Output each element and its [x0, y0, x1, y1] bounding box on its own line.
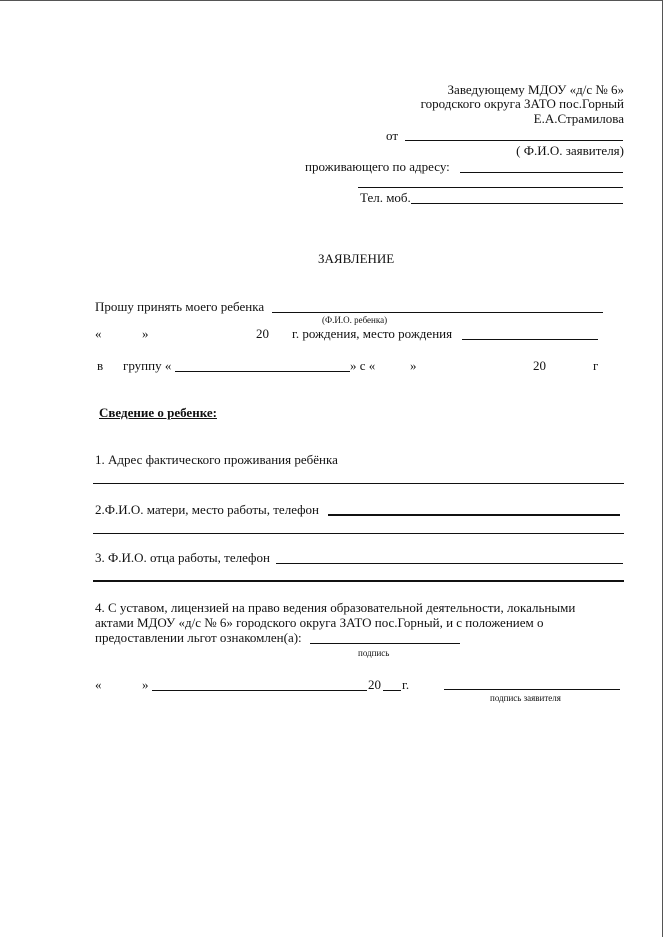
birth-place-field[interactable]: [462, 339, 598, 340]
request-text: Прошу принять моего ребенка: [95, 299, 265, 314]
acknowledgement-signature-field[interactable]: [310, 643, 460, 644]
addressee-line-3: Е.А.Страмилова: [533, 111, 624, 126]
start-date-close-quote: »: [410, 358, 417, 373]
applicant-signature-field[interactable]: [444, 689, 620, 690]
group-label: группу «: [123, 358, 172, 373]
phone-label: Тел. моб.: [360, 190, 411, 205]
footer-date-close-quote: »: [142, 677, 149, 692]
footer-year-prefix: 20: [368, 677, 381, 692]
addressee-line-1: Заведующему МДОУ «д/с № 6»: [447, 82, 624, 97]
item-4-line-1: 4. С уставом, лицензией на право ведения образовательной деятельности, локальными: [95, 600, 576, 615]
footer-year-suffix: г.: [402, 677, 410, 692]
start-year-prefix: 20: [533, 358, 546, 373]
group-prefix: в: [97, 358, 104, 373]
phone-field[interactable]: [411, 203, 623, 204]
birth-date-open-quote: «: [95, 326, 102, 341]
address-field-2[interactable]: [358, 187, 623, 188]
footer-date-open-quote: «: [95, 677, 102, 692]
address-field-1[interactable]: [460, 172, 623, 173]
section-heading: Сведение о ребенке:: [99, 405, 217, 420]
addressee-line-2: городского округа ЗАТО пос.Горный: [420, 96, 624, 111]
applicant-signature-caption: подпись заявителя: [490, 693, 561, 703]
applicant-name-caption: ( Ф.И.О. заявителя): [516, 143, 624, 158]
item-2-text: 2.Ф.И.О. матери, место работы, телефон: [95, 502, 320, 517]
footer-month-field[interactable]: [152, 690, 367, 691]
group-close-quote: » с «: [350, 358, 376, 373]
footer-year-field[interactable]: [383, 690, 401, 691]
group-name-field[interactable]: [175, 371, 350, 372]
child-name-caption: (Ф.И.О. ребенка): [322, 315, 388, 325]
item-4-line-2: актами МДОУ «д/с № 6» городского округа ЗАТО пос.Горный, и с положением о: [95, 615, 544, 630]
acknowledgement-signature-caption: подпись: [358, 648, 390, 658]
item-3-text: 3. Ф.И.О. отца работы, телефон: [95, 550, 270, 565]
document-title: ЗАЯВЛЕНИЕ: [318, 251, 395, 266]
child-name-field[interactable]: [272, 312, 603, 313]
birth-place-label: г. рождения, место рождения: [292, 326, 453, 341]
start-year-suffix: г: [593, 358, 599, 373]
item-3-extra-line[interactable]: [93, 580, 624, 582]
item-2-extra-line[interactable]: [93, 533, 624, 534]
applicant-name-field[interactable]: [405, 140, 623, 141]
birth-year-prefix: 20: [256, 326, 269, 341]
item-1-text: 1. Адрес фактического проживания ребёнка: [95, 452, 338, 467]
item-3-field[interactable]: [276, 563, 623, 564]
address-label: проживающего по адресу:: [305, 159, 450, 174]
item-1-field[interactable]: [93, 483, 624, 484]
from-label: от: [386, 128, 399, 143]
item-4-line-3: предоставлении льгот ознакомлен(а):: [95, 630, 302, 645]
birth-date-close-quote: »: [142, 326, 149, 341]
item-2-field[interactable]: [328, 514, 620, 516]
